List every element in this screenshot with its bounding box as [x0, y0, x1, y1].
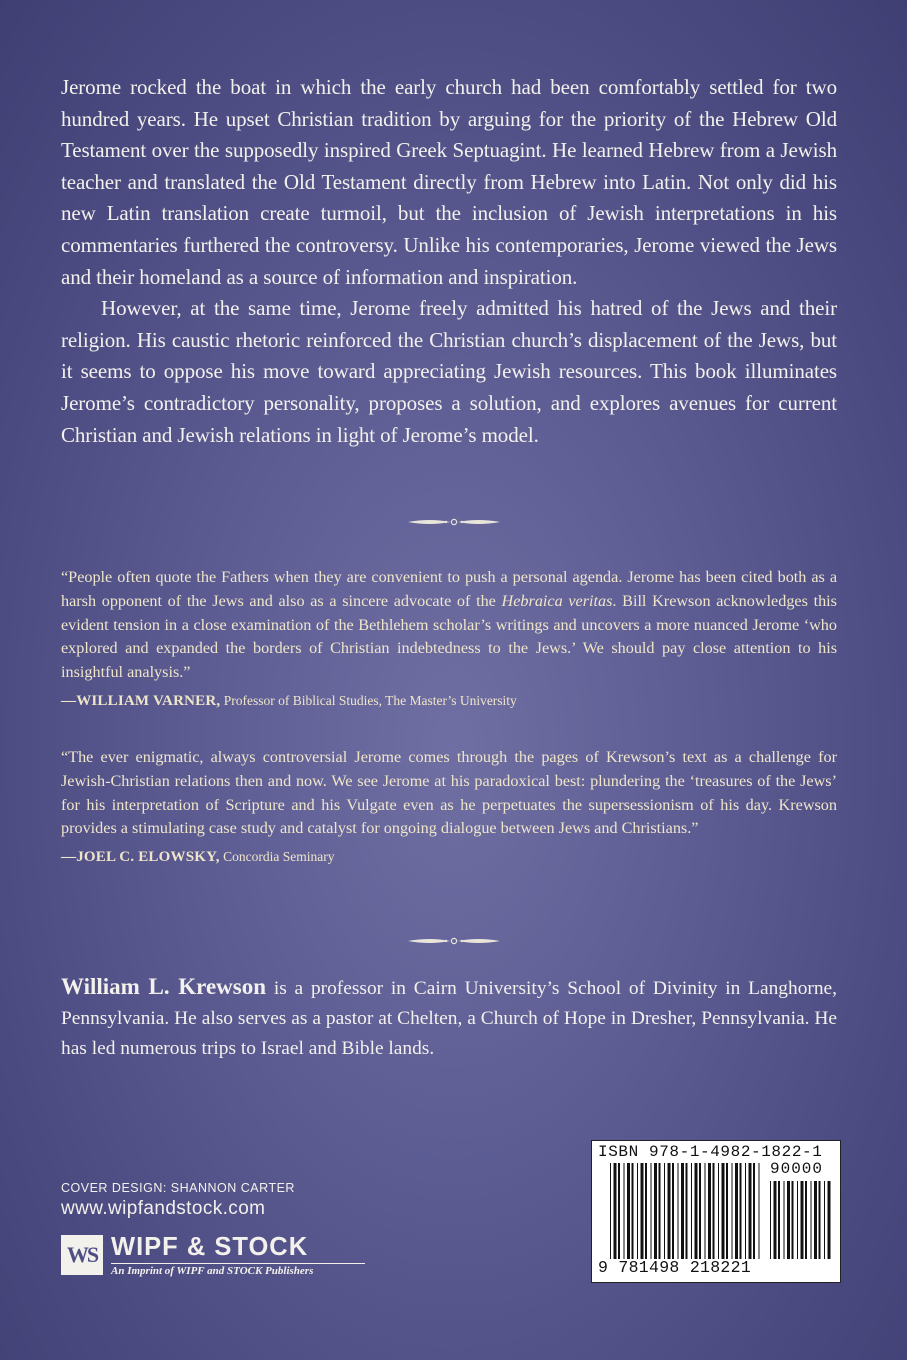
- barcode-bar: [691, 1163, 692, 1259]
- barcode-bar: [778, 1181, 780, 1259]
- barcode-bar: [759, 1163, 760, 1259]
- barcode-bar: [828, 1181, 831, 1259]
- barcode-bar: [672, 1163, 674, 1259]
- barcode-bar: [787, 1181, 790, 1259]
- barcode-bar: [705, 1163, 706, 1259]
- endorsement-1: [61, 566, 837, 714]
- endorsement-1-text-a: “People often quote the Fathers when they are convenient to push a personal agenda. Jerome has been cited both as a harsh opponent of the Jews and also as a sincere advocate of the: [61, 568, 837, 610]
- author-bio: [61, 972, 837, 1064]
- barcode-bar: [774, 1181, 777, 1259]
- flourish-divider-icon: [406, 516, 502, 528]
- barcode-bar: [784, 1181, 785, 1259]
- barcode-bar: [814, 1181, 817, 1259]
- logo-rule: [111, 1263, 365, 1264]
- barcode-bar: [627, 1163, 630, 1259]
- endorsement-1-italic: Hebraica veritas: [501, 591, 613, 610]
- barcode-bar: [624, 1163, 625, 1259]
- barcode-bar: [811, 1181, 812, 1259]
- barcode-bar: [824, 1181, 825, 1259]
- endorser-name: —WILLIAM VARNER,: [61, 692, 221, 709]
- isbn-barcode: [591, 1140, 841, 1283]
- barcode-bar: [718, 1163, 719, 1259]
- description-paragraph-1: Jerome rocked the boat in which the early church had been comfortably settled for two hundred years. He upset Christian tradition by arguing for the priority of the Hebrew Old Testament over the supposedly inspired Greek Septuagint. He learned Hebrew from a Jewish teacher and translated the Old Testament directly from Hebrew into Latin. Not only did his new Latin translation create turmoil, but the inclusion of Jewish interpretations in his commentaries furthered the controversy. Unlike his contemporaries, Jerome viewed the Jews and their homeland as a source of information and inspiration.: [61, 75, 837, 289]
- endorser-affiliation: Concordia Seminary: [219, 849, 335, 865]
- barcode-bar: [713, 1163, 715, 1259]
- barcode-bar: [681, 1163, 684, 1259]
- cover-design-credit: COVER DESIGN: SHANNON CARTER: [61, 1181, 295, 1195]
- author-bio-text: is a professor in Cairn University’s School of Divinity in Langhorne, Pennsylvania. He also serves as a pastor at Chelten, a Church of Hope in Dresher, Pennsylvania. He has led numerous trips to Israel and Bible lands.: [61, 978, 837, 1059]
- barcode-bar: [699, 1163, 701, 1259]
- flourish-divider-icon: [406, 935, 502, 947]
- endorsement-2-text: “The ever enigmatic, always controversial Jerome comes through the pages of Krewson’s text as a challenge for Jewish-Christian relations then and now. We see Jerome at his paradoxical best: plundering the ‘treasures of the Jews’ for his interpretation of Scripture and his Vulgate even as he perpetuates the supersessionism of his day. Krewson provides a stimulating case study and catalyst for ongoing dialogue between Jews and Christians.”: [61, 748, 837, 838]
- barcode-bar: [618, 1163, 620, 1259]
- barcode-bar: [726, 1163, 728, 1259]
- barcode-bar: [819, 1181, 821, 1259]
- endorsement-2-attribution: [61, 845, 837, 870]
- description-paragraph-2: However, at the same time, Jerome freely admitted his hatred of the Jews and their religion. His caustic rhetoric reinforced the Christian church’s displacement of the Jews, but it seems to oppose his move toward appreciating Jewish resources. This book illuminates Jerome’s contradictory personality, proposes a solution, and explores avenues for current Christian and Jewish relations in light of Jerome’s model.: [61, 296, 837, 447]
- barcode-bar: [740, 1163, 742, 1259]
- barcode-bar: [654, 1163, 657, 1259]
- publisher-logo: [61, 1235, 391, 1279]
- barcode-bar: [708, 1163, 711, 1259]
- barcode-bar: [805, 1181, 807, 1259]
- barcode-bar: [749, 1163, 752, 1259]
- barcode-bar: [614, 1163, 617, 1259]
- back-cover-description: [61, 72, 837, 451]
- barcode-bar: [632, 1163, 634, 1259]
- barcode-bar: [722, 1163, 725, 1259]
- barcode-bar: [753, 1163, 755, 1259]
- barcode-bar: [637, 1163, 638, 1259]
- publisher-imprint: An Imprint of WIPF and STOCK Publishers: [111, 1265, 314, 1277]
- barcode-bar: [797, 1181, 798, 1259]
- barcode-bar: [645, 1163, 647, 1259]
- barcode-bar: [641, 1163, 644, 1259]
- barcode-bar: [792, 1181, 794, 1259]
- barcode-bar: [695, 1163, 698, 1259]
- barcode-bar: [732, 1163, 733, 1259]
- barcode-bar: [664, 1163, 665, 1259]
- endorsement-2: [61, 746, 837, 870]
- publisher-website: www.wipfandstock.com: [61, 1198, 266, 1219]
- publisher-name: WIPF & STOCK: [111, 1233, 309, 1261]
- ws-logo-mark: WS: [61, 1235, 103, 1275]
- barcode-bar: [659, 1163, 661, 1259]
- barcode-bar: [770, 1181, 771, 1259]
- barcode-bar: [610, 1163, 611, 1259]
- barcode-bar: [668, 1163, 671, 1259]
- endorser-name: —JOEL C. ELOWSKY,: [61, 849, 220, 866]
- endorsement-1-attribution: [61, 689, 837, 714]
- price-code: 90000: [770, 1160, 824, 1178]
- barcode-bar: [678, 1163, 679, 1259]
- endorsement-1-text-b: . Bill Krewson acknowledges this evident tension in a close examination of the Bethlehem scholar’s writings and uncovers a more nuanced Jerome ‘who explored and expanded the borders of Christian indebtedness to the Jews.’ We should pay close attention to his insightful analysis.”: [61, 591, 837, 682]
- isbn-number: ISBN 978-1-4982-1822-1: [598, 1143, 823, 1161]
- barcode-bar: [801, 1181, 804, 1259]
- endorser-affiliation: Professor of Biblical Studies, The Master’s University: [220, 692, 517, 708]
- barcode-bar: [735, 1163, 738, 1259]
- author-name: William L. Krewson: [61, 974, 267, 999]
- barcode-bar: [686, 1163, 688, 1259]
- barcode-bar: [745, 1163, 746, 1259]
- barcode-digits: 9 781498 218221: [598, 1258, 752, 1277]
- barcode-bar: [651, 1163, 652, 1259]
